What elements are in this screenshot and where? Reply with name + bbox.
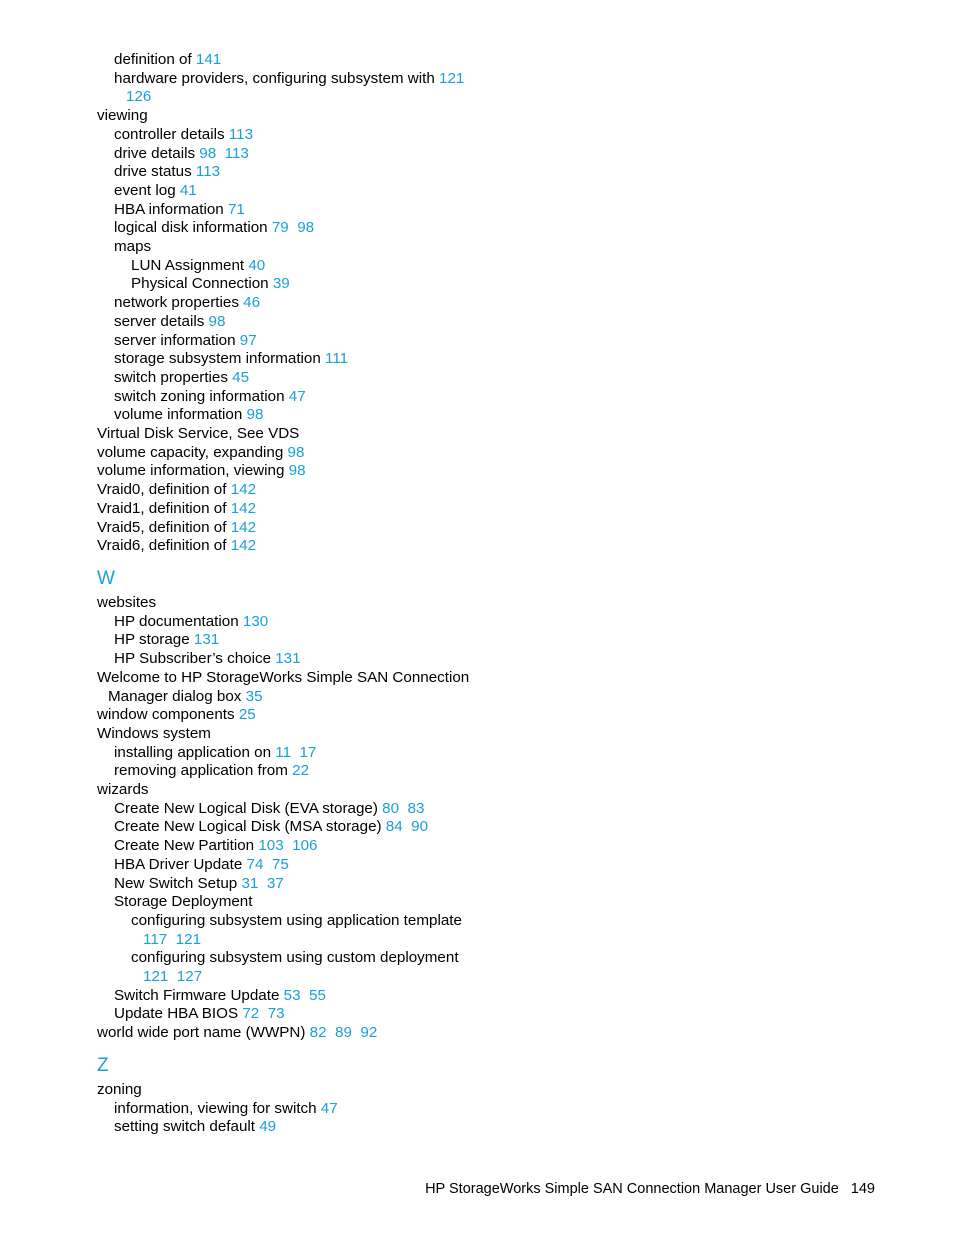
index-term: Windows system bbox=[97, 724, 211, 742]
page-ref-link[interactable]: 98 bbox=[297, 219, 315, 237]
page-ref-link[interactable]: 121 bbox=[439, 69, 465, 87]
index-term: Create New Logical Disk (EVA storage) bbox=[114, 799, 383, 817]
index-entry bbox=[97, 856, 497, 875]
page-ref-link[interactable]: 37 bbox=[266, 874, 284, 892]
page-ref-link[interactable]: 41 bbox=[179, 181, 197, 199]
index-term: viewing bbox=[97, 107, 148, 125]
page-ref-link[interactable]: 72 bbox=[242, 1005, 260, 1023]
index-entry bbox=[97, 744, 497, 763]
page-ref-link[interactable]: 131 bbox=[275, 650, 301, 668]
page-ref-link[interactable]: 80 bbox=[382, 799, 400, 817]
index-term: zoning bbox=[97, 1080, 142, 1098]
page-ref-link[interactable]: 47 bbox=[288, 387, 306, 405]
page-ref-link[interactable]: 98 bbox=[199, 144, 217, 162]
index-term: HBA Driver Update bbox=[114, 855, 247, 873]
index-term: definition of bbox=[114, 51, 196, 68]
index-term: configuring subsystem using application template bbox=[131, 911, 462, 929]
index-entry bbox=[97, 201, 497, 220]
ref-separator bbox=[403, 818, 411, 835]
page-ref-link[interactable]: 113 bbox=[224, 144, 249, 162]
index-term: Virtual Disk Service, See VDS bbox=[97, 425, 300, 443]
index-entry bbox=[97, 931, 497, 950]
index-entry bbox=[97, 51, 497, 70]
index-entry bbox=[97, 968, 497, 987]
index-entry bbox=[97, 1118, 497, 1137]
footer-title: HP StorageWorks Simple SAN Connection Manager User Guide bbox=[425, 1181, 839, 1197]
index-entry bbox=[97, 875, 497, 894]
index-entry bbox=[97, 537, 497, 556]
index-term: Vraid6, definition of bbox=[97, 537, 231, 555]
index-entry bbox=[97, 481, 497, 500]
index-term: New Switch Setup bbox=[114, 874, 242, 892]
page-ref-link[interactable]: 142 bbox=[230, 518, 257, 536]
page-ref-link[interactable]: 111 bbox=[325, 350, 349, 368]
index-entry bbox=[97, 388, 497, 407]
ref-separator bbox=[289, 219, 297, 236]
section-letter: Z bbox=[97, 1054, 109, 1076]
index-entry bbox=[97, 949, 497, 968]
index-term: storage subsystem information bbox=[114, 350, 326, 368]
index-entry bbox=[97, 669, 497, 688]
index-term: switch properties bbox=[114, 368, 233, 386]
page-number: 149 bbox=[850, 1181, 875, 1197]
index-term: switch zoning information bbox=[114, 387, 289, 405]
index-term: drive details bbox=[114, 144, 200, 162]
index-entry bbox=[97, 1005, 497, 1024]
index-term: Switch Firmware Update bbox=[114, 986, 284, 1004]
index-entry bbox=[97, 145, 497, 164]
index-entry bbox=[97, 1100, 497, 1119]
page-ref-link[interactable]: 106 bbox=[292, 837, 318, 855]
ref-separator bbox=[301, 987, 309, 1004]
page-ref-link[interactable]: 113 bbox=[228, 125, 254, 143]
index-entry bbox=[97, 182, 497, 201]
index-term: Storage Deployment bbox=[114, 893, 253, 911]
page-ref-link[interactable]: 103 bbox=[258, 837, 284, 855]
page-ref-link[interactable]: 53 bbox=[283, 986, 301, 1004]
index-term: removing application from bbox=[114, 762, 293, 780]
index-term: server information bbox=[114, 331, 240, 349]
index-term: HP Subscriber’s choice bbox=[114, 650, 276, 668]
index-term: logical disk information bbox=[114, 219, 272, 237]
index-entry bbox=[97, 406, 497, 425]
index-term: Update HBA BIOS bbox=[114, 1005, 243, 1023]
page-ref-link[interactable]: 117 bbox=[143, 930, 168, 948]
page-ref-link[interactable]: 130 bbox=[242, 612, 269, 630]
index-term: Vraid5, definition of bbox=[97, 518, 231, 536]
index-term: LUN Assignment bbox=[131, 256, 249, 274]
index-entry bbox=[97, 500, 497, 519]
index-entry bbox=[97, 462, 497, 481]
index-term: volume information bbox=[114, 406, 247, 424]
page-ref-link[interactable]: 45 bbox=[232, 368, 250, 386]
index-entry bbox=[97, 688, 497, 707]
index-term: configuring subsystem using custom deployment bbox=[131, 949, 459, 967]
page-footer bbox=[425, 1180, 875, 1198]
index-term: controller details bbox=[114, 125, 229, 143]
index-entry bbox=[97, 762, 497, 781]
page-ref-link[interactable]: 71 bbox=[227, 200, 245, 218]
index-entry bbox=[97, 313, 497, 332]
page-ref-link[interactable]: 75 bbox=[271, 855, 289, 873]
index-entry bbox=[97, 594, 497, 613]
index-term: maps bbox=[114, 238, 152, 256]
index-term: window components bbox=[97, 706, 239, 724]
index-entry bbox=[97, 294, 497, 313]
index-term: hardware providers, configuring subsystem with bbox=[114, 69, 439, 87]
ref-separator bbox=[399, 800, 407, 817]
page-ref-link[interactable]: 98 bbox=[287, 443, 305, 461]
index-entry bbox=[97, 369, 497, 388]
page-ref-link[interactable]: 40 bbox=[248, 256, 266, 274]
index-entry bbox=[97, 1024, 497, 1043]
index-term: Vraid1, definition of bbox=[97, 499, 231, 517]
index-list bbox=[97, 51, 497, 1137]
index-term: Create New Logical Disk (MSA storage) bbox=[114, 818, 386, 836]
page-ref-link[interactable]: 113 bbox=[195, 163, 221, 181]
index-term: installing application on bbox=[114, 743, 276, 761]
page-ref-link[interactable]: 73 bbox=[267, 1005, 285, 1023]
page-ref-link[interactable]: 49 bbox=[259, 1118, 277, 1136]
index-entry bbox=[97, 126, 497, 145]
page-ref-link[interactable]: 31 bbox=[241, 874, 259, 892]
ref-separator bbox=[263, 856, 271, 873]
index-entry bbox=[97, 163, 497, 182]
index-entry bbox=[97, 70, 497, 89]
index-entry bbox=[97, 350, 497, 369]
index-entry bbox=[97, 519, 497, 538]
page-ref-link[interactable]: 127 bbox=[176, 968, 203, 986]
index-term: setting switch default bbox=[114, 1118, 260, 1136]
page-ref-link[interactable]: 25 bbox=[238, 706, 256, 724]
section-letter: W bbox=[97, 567, 115, 589]
page-ref-link[interactable]: 82 bbox=[309, 1024, 327, 1042]
index-entry bbox=[97, 725, 497, 744]
index-term: volume information, viewing bbox=[97, 462, 289, 480]
page-ref-link[interactable]: 97 bbox=[239, 331, 257, 349]
index-entry bbox=[97, 107, 497, 126]
index-term: volume capacity, expanding bbox=[97, 443, 288, 461]
page-ref-link[interactable]: 121 bbox=[175, 930, 202, 948]
page-ref-link[interactable]: 90 bbox=[411, 818, 429, 836]
ref-separator bbox=[258, 875, 266, 892]
page-ref-link[interactable]: 141 bbox=[195, 51, 222, 68]
page-ref-link[interactable]: 39 bbox=[272, 275, 290, 293]
page-ref-link[interactable]: 98 bbox=[288, 462, 306, 480]
index-term: Physical Connection bbox=[131, 275, 273, 293]
page-ref-link[interactable]: 92 bbox=[360, 1024, 378, 1042]
index-term: Manager dialog box bbox=[108, 687, 246, 705]
index-entry bbox=[97, 837, 497, 856]
index-term: event log bbox=[114, 181, 180, 199]
index-entry bbox=[97, 219, 497, 238]
page-ref-link[interactable]: 17 bbox=[299, 743, 317, 761]
page-ref-link[interactable]: 46 bbox=[243, 294, 261, 312]
index-entry bbox=[97, 912, 497, 931]
page-ref-link[interactable]: 74 bbox=[246, 855, 264, 873]
index-entry bbox=[97, 332, 497, 351]
index-term: world wide port name (WWPN) bbox=[97, 1024, 310, 1042]
ref-separator bbox=[327, 1024, 335, 1041]
page-ref-link[interactable]: 47 bbox=[320, 1099, 338, 1117]
index-entry bbox=[97, 893, 497, 912]
index-entry bbox=[97, 88, 497, 107]
index-entry bbox=[97, 781, 497, 800]
index-term: HBA information bbox=[114, 200, 228, 218]
index-entry bbox=[97, 1081, 497, 1100]
page-ref-link[interactable]: 142 bbox=[230, 499, 257, 517]
index-entry bbox=[97, 650, 497, 669]
index-term: Vraid0, definition of bbox=[97, 481, 231, 499]
ref-separator bbox=[167, 931, 175, 948]
page-ref-link[interactable]: 83 bbox=[407, 799, 425, 817]
index-entry bbox=[97, 257, 497, 276]
index-entry bbox=[97, 800, 497, 819]
page-ref-link[interactable]: 131 bbox=[193, 631, 220, 649]
ref-separator bbox=[284, 837, 292, 854]
ref-separator bbox=[259, 1005, 267, 1022]
index-term: drive status bbox=[114, 163, 196, 181]
ref-separator bbox=[216, 145, 224, 162]
page-ref-link[interactable]: 142 bbox=[230, 481, 257, 499]
page-ref-link[interactable]: 98 bbox=[246, 406, 264, 424]
page-ref-link[interactable]: 35 bbox=[245, 687, 263, 705]
index-entry bbox=[97, 818, 497, 837]
index-entry bbox=[97, 275, 497, 294]
index-term: Create New Partition bbox=[114, 837, 259, 855]
index-term: websites bbox=[97, 593, 157, 611]
page-ref-link[interactable]: 142 bbox=[230, 537, 257, 555]
index-entry bbox=[97, 706, 497, 725]
index-entry bbox=[97, 631, 497, 650]
index-term: HP storage bbox=[114, 631, 194, 649]
index-entry bbox=[97, 238, 497, 257]
index-term: network properties bbox=[114, 294, 244, 312]
index-term: Welcome to HP StorageWorks Simple SAN Connection bbox=[97, 668, 470, 686]
page-ref-link[interactable]: 22 bbox=[292, 762, 310, 780]
index-term: information, viewing for switch bbox=[114, 1099, 321, 1117]
page-ref-link[interactable]: 121 bbox=[143, 968, 169, 986]
page-ref-link[interactable]: 126 bbox=[126, 88, 152, 106]
index-term: server details bbox=[114, 312, 209, 330]
index-entry bbox=[97, 613, 497, 632]
page-ref-link[interactable]: 89 bbox=[335, 1024, 352, 1042]
ref-separator bbox=[168, 968, 176, 985]
page-ref-link[interactable]: 84 bbox=[385, 818, 403, 836]
index-term: wizards bbox=[97, 781, 149, 799]
index-entry bbox=[97, 444, 497, 463]
page-ref-link[interactable]: 55 bbox=[309, 986, 326, 1004]
index-term: HP documentation bbox=[114, 612, 243, 630]
index-entry bbox=[97, 425, 497, 444]
page-ref-link[interactable]: 79 bbox=[271, 219, 289, 237]
index-entry bbox=[97, 987, 497, 1006]
page-ref-link[interactable]: 11 bbox=[275, 743, 292, 761]
page-ref-link[interactable]: 98 bbox=[208, 312, 226, 330]
